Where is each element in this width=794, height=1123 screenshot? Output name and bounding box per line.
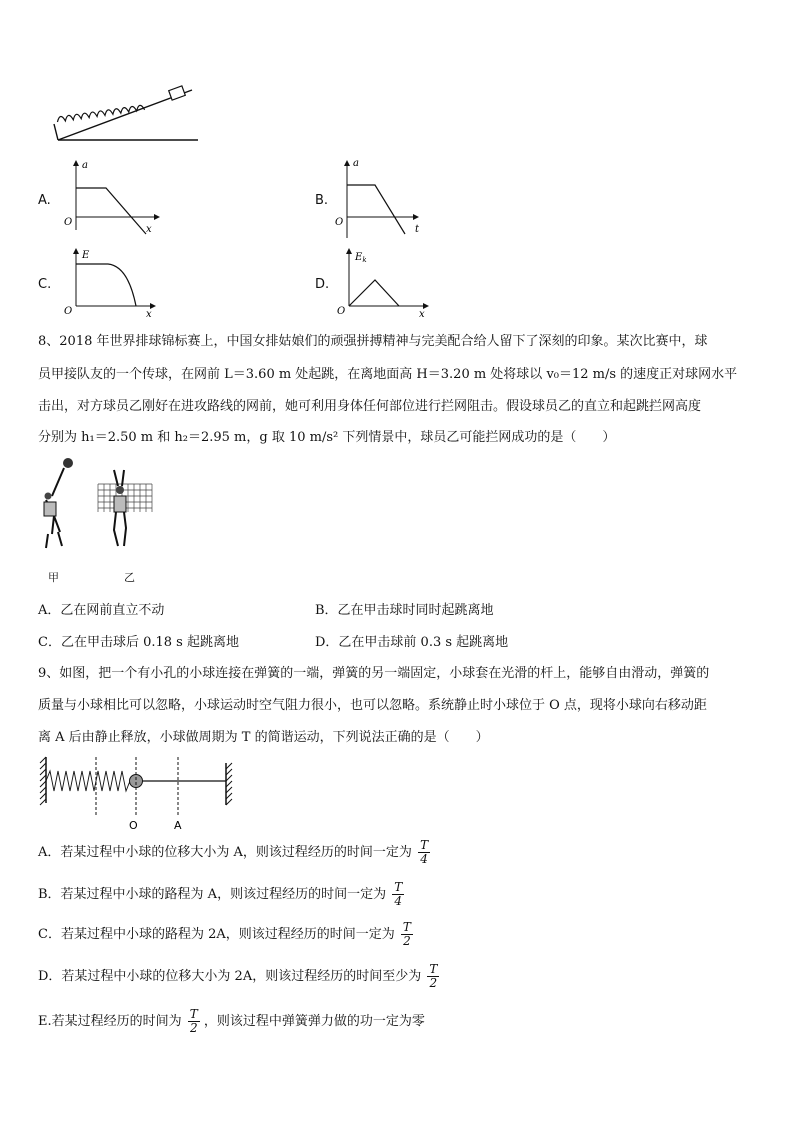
- option-b-label: B.: [315, 193, 329, 208]
- fig-label-a: A: [174, 819, 182, 832]
- graph-d-xlabel: x: [419, 309, 425, 320]
- fig-label-o: O: [129, 819, 138, 832]
- option-d-label: D.: [315, 277, 330, 292]
- q9-option-c[interactable]: [38, 921, 413, 948]
- fig-label-jia: 甲: [48, 571, 59, 584]
- q9-option-d[interactable]: [38, 963, 439, 990]
- q8-line-1: 8、2018 年世界排球锦标赛上，中国女排姑娘们的顽强拼搏精神与完美配合给人留下了深刻的印象。某次比赛中，球: [38, 334, 708, 349]
- q9-option-a[interactable]: [38, 839, 430, 866]
- graph-b-xlabel: t: [415, 224, 420, 235]
- graph-d: [335, 248, 435, 318]
- graph-a: [62, 160, 162, 235]
- q9-line-1: 9、如图，把一个有小孔的小球连接在弹簧的一端，弹簧的另一端固定，小球套在光滑的杆上，能够自由滑动，弹簧的: [38, 666, 710, 681]
- fraction-t-over-4: $\frac{T}{4}$: [394, 880, 403, 908]
- q8-line-4: 分别为 h₁＝2.50 m 和 h₂＝2.95 m，g 取 10 m/s² 下列情景中，球员乙可能拦网成功的是（ ）: [38, 430, 616, 445]
- graph-a-ylabel: a: [82, 160, 88, 171]
- q9-option-e-text-after: ，则该过程中弹簧弹力做的功一定为零: [203, 1014, 425, 1029]
- q9-option-c-text: C．若某过程中小球的路程为 2A，则该过程经历的时间一定为: [38, 927, 395, 942]
- fig-label-yi: 乙: [124, 571, 135, 584]
- q9-line-2: 质量与小球相比可以忽略，小球运动时空气阻力很小，也可以忽略。系统静止时小球位于 O 点，现将小球向右移动距: [38, 698, 707, 713]
- graph-d-origin: O: [337, 306, 346, 317]
- q8-line-2: 员甲接队友的一个传球，在网前 L＝3.60 m 处起跳，在离地面高 H＝3.20 m 处将球以 v₀＝12 m/s 的速度正对球网水平: [38, 367, 738, 382]
- option-a-label: A.: [38, 193, 51, 208]
- q8-line-3: 击出，对方球员乙刚好在进攻路线的网前，她可利用身体任何部位进行拦网阻击。假设球员乙的直立和起跳拦网高度: [38, 399, 702, 414]
- q9-option-d-text: D．若某过程中小球的位移大小为 2A，则该过程经历的时间至少为: [38, 969, 422, 984]
- spring-ball-figure: [38, 757, 243, 832]
- graph-d-ylabel: $E_k$: [355, 252, 367, 264]
- option-c-label: C.: [38, 277, 52, 292]
- graph-b-origin: O: [335, 217, 344, 228]
- graph-a-origin: O: [64, 217, 73, 228]
- fraction-t-over-2: $\frac{T}{2}$: [189, 1007, 198, 1035]
- q9-option-a-text: A．若某过程中小球的位移大小为 A，则该过程经历的时间一定为: [38, 845, 412, 860]
- fraction-t-over-2: $\frac{T}{2}$: [429, 962, 438, 990]
- graph-c-ylabel: E: [82, 250, 90, 261]
- q9-option-e-text-before: E.若某过程经历的时间为: [38, 1014, 182, 1029]
- graph-b: [335, 160, 435, 240]
- graph-c-origin: O: [64, 306, 73, 317]
- graph-c: [62, 248, 162, 318]
- q9-option-b-text: B．若某过程中小球的路程为 A，则该过程经历的时间一定为: [38, 887, 387, 902]
- q8-option-b[interactable]: B．乙在甲击球时同时起跳离地: [315, 603, 494, 618]
- graph-c-xlabel: x: [146, 309, 152, 320]
- volleyball-figure: [34, 456, 164, 556]
- graph-a-xlabel: x: [146, 224, 152, 235]
- q9-option-b[interactable]: [38, 881, 404, 908]
- graph-b-ylabel: a: [353, 158, 359, 169]
- q8-option-a[interactable]: A．乙在网前直立不动: [38, 603, 165, 618]
- q8-option-c[interactable]: C．乙在甲击球后 0.18 s 起跳离地: [38, 635, 239, 650]
- q8-option-d[interactable]: D．乙在甲击球前 0.3 s 起跳离地: [315, 635, 509, 650]
- incline-spring-figure: [50, 84, 200, 146]
- fraction-t-over-4: $\frac{T}{4}$: [420, 838, 429, 866]
- q9-option-e[interactable]: [38, 1008, 425, 1035]
- q9-line-3: 离 A 后由静止释放，小球做周期为 T 的简谐运动，下列说法正确的是（ ）: [38, 730, 489, 745]
- fraction-t-over-2: $\frac{T}{2}$: [402, 920, 411, 948]
